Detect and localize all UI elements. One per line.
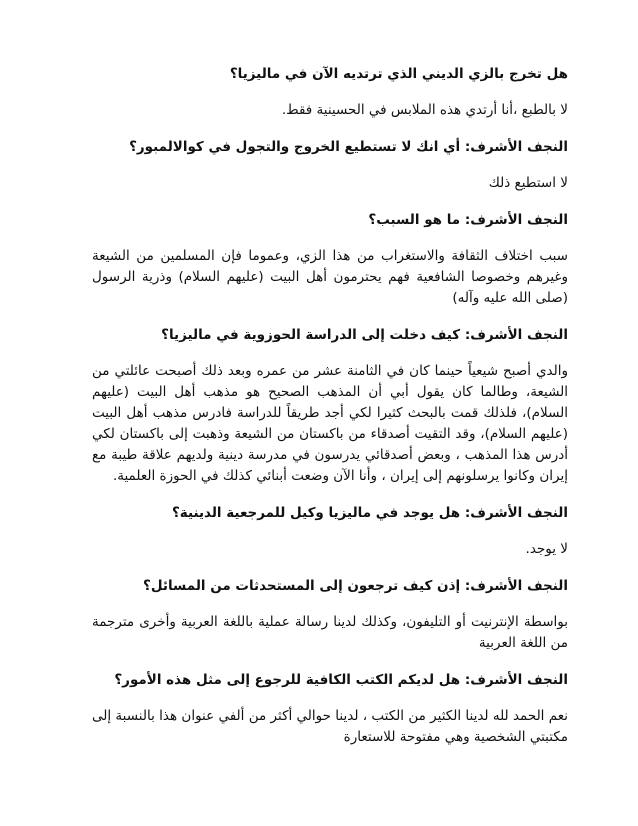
question-3 — [92, 210, 568, 230]
question-5 — [92, 503, 568, 523]
question-text: إذن كيف ترجعون إلى المستحدثات من المسائل؟ — [143, 578, 461, 594]
answer-2: لا استطيع ذلك — [488, 175, 568, 191]
question-label: النجف الأشرف: — [464, 505, 568, 521]
answer-4: والدي أصبح شيعياً حينما كان في الثامنة عشر من عمره وبعد ذلك أصبحت عائلتي من الشيعة، وطالما كان يقول أبي أن المذهب الصحيح هو مذهب أهل البيت (عليهم السلام)، فلذلك قمت بالبحث كثيرا لكي أجد طريقاً للدراسة فادرس مذهب أهل البيت (عليهم السلام)، وقد التقيت أصدقاء من باكستان من الشيعة وذهبت إلى باكستان لكي أدرس هذا المذهب ، وبعض أصدقائي يدرسون في مدرسة دينية ولديهم علاقة طيبة مع إيران وكانوا يرسلونهم إلى إيران ، وأنا الآن وضعت أبنائي كذلك في الحوزة العلمية. — [92, 363, 568, 484]
question-label: النجف الأشرف: — [464, 578, 568, 594]
question-2 — [92, 137, 568, 157]
question-text: ما هو السبب؟ — [368, 212, 461, 228]
answer-5: لا يوجد. — [525, 541, 568, 557]
question-label: النجف الأشرف: — [464, 212, 568, 228]
question-4 — [92, 325, 568, 345]
answer-3: سبب اختلاف الثقافة والاستغراب من هذا الزي، وعموما فإن المسلمين من الشيعة وغيرهم وخصوصا الشافعية فهم يحترمون أهل البيت (عليهم السلام) وذرية الرسول (صلى الله عليه وآله) — [92, 248, 568, 306]
question-text: هل تخرج بالزي الديني الذي ترتديه الآن في ماليزيا؟ — [229, 66, 568, 82]
interview-text — [92, 64, 568, 764]
question-label: النجف الأشرف: — [464, 139, 568, 155]
answer-6: بواسطة الإنترنيت أو التليفون، وكذلك لدينا رسالة عملية باللغة العربية وأخرى مترجمة من اللغة العربية — [92, 614, 568, 651]
question-text: أي انك لا تستطيع الخروج والتجول في كوالالمبور؟ — [129, 139, 461, 155]
question-label: النجف الأشرف: — [464, 672, 568, 688]
question-text: هل يوجد في ماليزيا وكيل للمرجعية الدينية؟ — [171, 505, 461, 521]
question-1 — [92, 64, 568, 84]
question-text: هل لديكم الكتب الكافية للرجوع إلى مثل هذه الأمور؟ — [114, 672, 461, 688]
answer-1: لا بالطبع ،أنا أرتدي هذه الملابس في الحسينية فقط. — [281, 102, 568, 118]
question-6 — [92, 576, 568, 596]
question-label: النجف الأشرف: — [464, 327, 568, 343]
question-7 — [92, 670, 568, 690]
answer-7: نعم الحمد لله لدينا الكثير من الكتب ، لدينا حوالي أكثر من ألفي عنوان هذا بالنسبة إلى مكتبتي الشخصية وهي مفتوحة للاستعارة — [92, 708, 568, 745]
question-text: كيف دخلت إلى الدراسة الحوزوية في ماليزيا؟ — [161, 327, 461, 343]
